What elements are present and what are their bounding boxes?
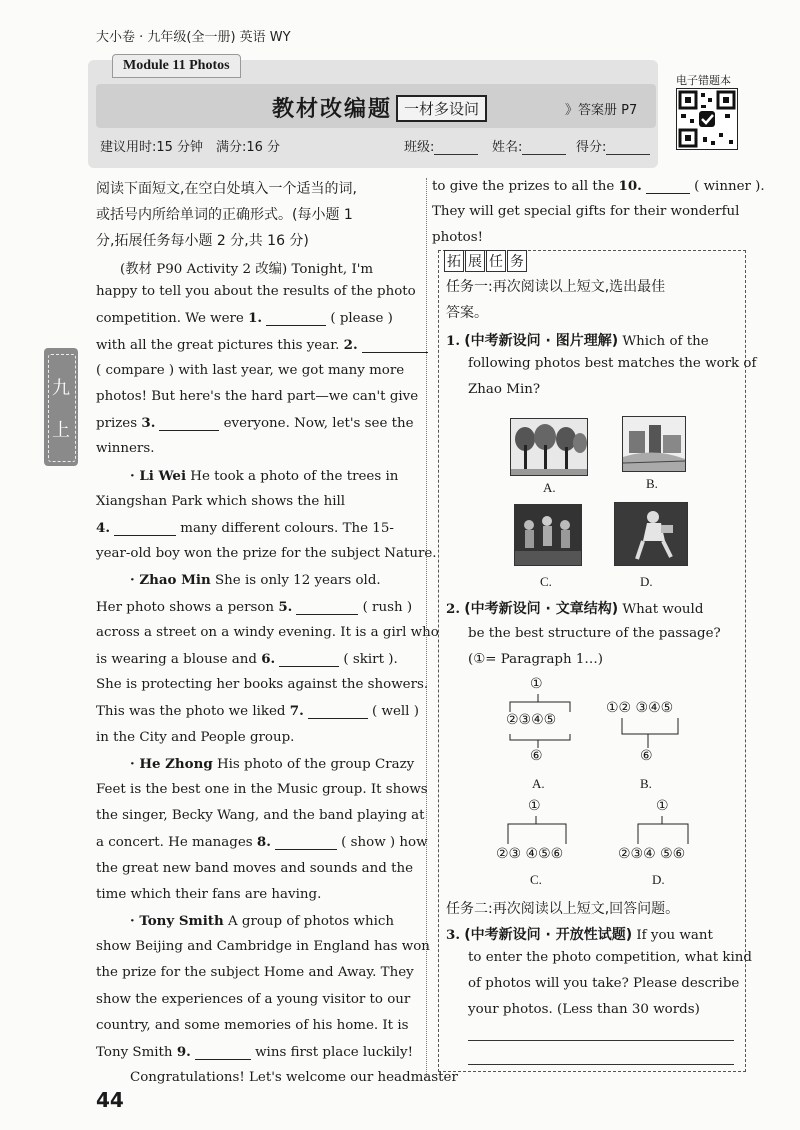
qr-code-icon[interactable] [676, 88, 738, 150]
qr-label: 电子错题本 [676, 74, 731, 87]
blank-number: 4. [96, 520, 110, 536]
passage-line: Tony Smith 9. wins first place luckily! [96, 1044, 413, 1060]
answer-reference: 》答案册 P7 [565, 103, 638, 118]
photo-option-c-band[interactable] [514, 504, 582, 566]
passage-line: prizes 3. everyone. Now, let's see the [96, 415, 414, 432]
q3-line4: your photos. (Less than 30 words) [468, 1002, 700, 1017]
passage-line: time which their fans are having. [96, 886, 322, 902]
side-tab-char-1: 九 [52, 378, 70, 399]
passage-line: She is protecting her books against the showers. [96, 677, 429, 693]
q3-line3: of photos will you take? Please describe [468, 976, 740, 991]
page-number: 44 [96, 1088, 124, 1112]
passage-line: · Zhao Min She is only 12 years old. [130, 572, 381, 589]
q1-line2: following photos best matches the work of [468, 356, 757, 371]
passage-line: year-old boy won the prize for the subject Nature. [96, 546, 437, 562]
blank-number: 8. [256, 834, 271, 851]
answer-line-2[interactable] [468, 1064, 734, 1065]
structure-c-lines [496, 814, 586, 848]
structure-b-lines [600, 716, 710, 752]
passage-line: show the experiences of a young visitor to our [96, 991, 411, 1007]
photo-label-d: D. [640, 574, 653, 589]
book-header: 大小卷 · 九年级(全一册) 英语 WY [96, 30, 291, 45]
photo-option-a-trees[interactable] [510, 418, 588, 476]
side-tab-border [48, 354, 76, 462]
passage-line: · Tony Smith A group of photos which [130, 913, 394, 929]
passage-line: is wearing a blouse and 6. ( skirt ). [96, 651, 398, 667]
passage-line: winners. [96, 441, 155, 457]
structure-a-lines [500, 690, 580, 752]
suggested-time: 建议用时:15 分钟 [100, 140, 204, 155]
structure-label-a: A. [532, 776, 545, 791]
passage-line: competition. We were 1. ( please ) [96, 310, 393, 327]
q1-head: 1. (中考新设问 · 图片理解) Which of the [446, 333, 709, 349]
passage-line: show Beijing and Cambridge in England has won [96, 939, 430, 955]
structure-c-bottom: ②③ ④⑤⑥ [496, 846, 564, 862]
passage-line: Her photo shows a person 5. ( rush ) [96, 598, 413, 615]
fill-in-blank[interactable] [159, 416, 219, 431]
blank-number: 10. [618, 178, 642, 194]
module-title: Module 11 Photos [112, 54, 241, 78]
fill-in-blank[interactable] [296, 600, 358, 615]
structure-label-b: B. [640, 776, 652, 791]
passage-line: ( compare ) with last year, we got many more [96, 362, 405, 378]
q3-head: 3. (中考新设问 · 开放性试题) If you want [446, 927, 713, 943]
fill-in-blank[interactable] [362, 338, 428, 353]
structure-label-c: C. [530, 872, 542, 887]
passage-line: across a street on a windy evening. It is a girl who [96, 624, 439, 640]
photo-label-b: B. [646, 476, 658, 491]
side-tab-char-2: 上 [52, 420, 70, 441]
structure-c-top: ① [528, 798, 541, 814]
section-tag: 一材多设问 [396, 95, 487, 122]
structure-d-top: ① [656, 798, 669, 814]
passage-line: · Li Wei He took a photo of the trees in [130, 467, 399, 484]
blank-number: 5. [278, 598, 293, 615]
structure-d-lines [618, 814, 708, 848]
photo-option-b-city[interactable] [622, 416, 686, 472]
instruction-line: 分,拓展任务每小题 2 分,共 16 分) [96, 233, 309, 249]
q2-line3: (①= Paragraph 1…) [468, 652, 604, 667]
passage-line: They will get special gifts for their wonderful [432, 204, 740, 219]
q3-line2: to enter the photo competition, what kind [468, 950, 752, 965]
instruction-line: 阅读下面短文,在空白处填入一个适当的词, [96, 181, 357, 197]
blank-number: 9. [176, 1044, 191, 1060]
passage-line: in the City and People group. [96, 729, 295, 745]
passage-line: Feet is the best one in the Music group. It shows [96, 782, 428, 797]
full-score: 满分:16 分 [216, 140, 281, 155]
class-field: 班级: [404, 136, 478, 155]
passage-line: Congratulations! Let's welcome our headmaster [130, 1070, 458, 1086]
photo-option-d-girl-rushing[interactable] [614, 502, 688, 566]
score-field: 得分: [576, 136, 650, 155]
passage-line: This was the photo we liked 7. ( well ) [96, 703, 419, 720]
passage-line: Xiangshan Park which shows the hill [96, 493, 346, 509]
extension-task-tag: 拓 展 任 务 [444, 250, 528, 272]
task1-title-line2: 答案。 [446, 305, 488, 321]
passage-line: the singer, Becky Wang, and the band playing at [96, 808, 425, 824]
q1-line3: Zhao Min? [468, 382, 541, 397]
instruction-line: 或括号内所给单词的正确形式。(每小题 1 [96, 207, 353, 223]
passage-line: photos! [432, 230, 483, 245]
task1-title-line1: 任务一:再次阅读以上短文,选出最佳 [446, 279, 666, 295]
blank-number: 3. [141, 415, 156, 432]
section-title: 教材改编题 [272, 97, 393, 122]
blank-number: 1. [248, 310, 263, 327]
structure-a-top: ① [530, 676, 543, 692]
structure-b-middle: ①② ③④⑤ [606, 700, 674, 716]
passage-line: photos! But here's the hard part—we can't give [96, 389, 419, 404]
q2-head: 2. (中考新设问 · 文章结构) What would [446, 601, 704, 617]
fill-in-blank[interactable] [195, 1045, 251, 1060]
passage-line: happy to tell you about the results of the photo [96, 284, 416, 300]
fill-in-blank[interactable] [646, 179, 690, 194]
blank-number: 6. [261, 651, 276, 667]
passage-line: with all the great pictures this year. 2. [96, 337, 428, 353]
structure-label-d: D. [652, 872, 665, 887]
photo-label-a: A. [543, 480, 556, 495]
q2-line2: be the best structure of the passage? [468, 626, 721, 641]
task2-title: 任务二:再次阅读以上短文,回答问题。 [446, 901, 680, 917]
fill-in-blank[interactable] [279, 652, 339, 667]
name-field: 姓名: [492, 136, 566, 155]
photo-label-c: C. [540, 574, 552, 589]
fill-in-blank[interactable] [275, 835, 337, 850]
passage-line: 4. many different colours. The 15- [96, 520, 394, 536]
passage-line: country, and some memories of his home. It is [96, 1017, 409, 1033]
structure-a-bottom: ⑥ [530, 748, 543, 764]
passage-line: to give the prizes to all the 10. ( winner ). [432, 178, 765, 194]
fill-in-blank[interactable] [114, 521, 176, 536]
fill-in-blank[interactable] [308, 704, 368, 719]
passage-line: (教材 P90 Activity 2 改编) Tonight, I'm [120, 262, 374, 277]
passage-line: the prize for the subject Home and Away. They [96, 965, 414, 981]
passage-line: a concert. He manages 8. ( show ) how [96, 834, 428, 851]
structure-b-bottom: ⑥ [640, 748, 653, 764]
blank-number: 2. [343, 336, 358, 353]
passage-line: · He Zhong His photo of the group Crazy [130, 755, 415, 772]
fill-in-blank[interactable] [266, 311, 326, 326]
structure-a-middle: ②③④⑤ [506, 712, 557, 728]
blank-number: 7. [289, 703, 304, 720]
structure-d-bottom: ②③④ ⑤⑥ [618, 846, 686, 862]
answer-line-1[interactable] [468, 1040, 734, 1041]
passage-line: the great new band moves and sounds and the [96, 860, 414, 876]
